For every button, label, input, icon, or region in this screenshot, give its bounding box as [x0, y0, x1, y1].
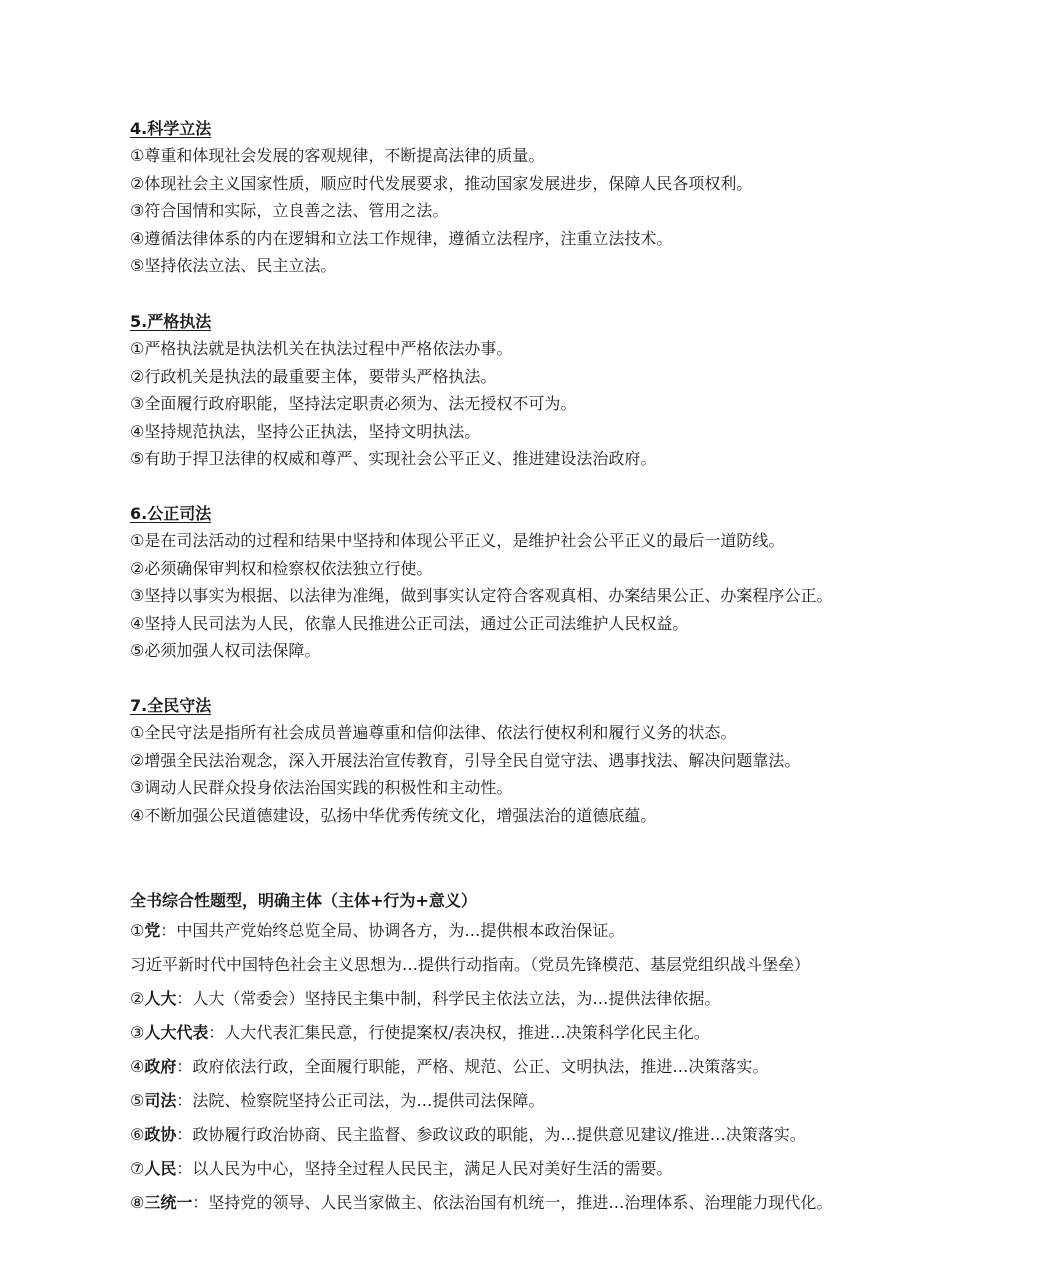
item-keyword: 人大代表 — [144, 1023, 209, 1042]
list-item: ③调动人民群众投身依法治国实践的积极性和主动性。 — [130, 778, 513, 797]
item-number: ⑥ — [130, 1125, 145, 1144]
summary-title: 全书综合性题型，明确主体（主体+行为+意义） — [130, 891, 477, 910]
item-keyword: 党 — [144, 921, 161, 940]
item-text: 习近平新时代中国特色社会主义思想为…提供行动指南。（党员先锋模范、基层党组织战斗堡垒） — [130, 955, 811, 974]
list-item: ②必须确保审判权和检察权依法独立行使。 — [130, 558, 433, 578]
list-item: ②行政机关是执法的最重要主体，要带头严格执法。 — [130, 366, 497, 386]
item-text: ：中国共产党始终总览全局、协调各方，为…提供根本政治保证。 — [160, 921, 625, 940]
section-title: 7.全民守法 — [130, 696, 212, 715]
section-title: 6.公正司法 — [130, 504, 212, 523]
item-number: ① — [130, 921, 145, 940]
list-item: ④不断加强公民道德建设，弘扬中华优秀传统文化，增强法治的道德底蕴。 — [130, 805, 657, 825]
section-fair-justice — [130, 500, 1010, 665]
list-item: ①尊重和体现社会发展的客观规律，不断提高法律的质量。 — [130, 146, 545, 165]
item-text: ：政府依法行政，全面履行职能，严格、规范、公正、文明执法，推进…决策落实。 — [176, 1057, 769, 1076]
summary-item-npc-deputies — [130, 1016, 1010, 1050]
item-text: ：法院、检察院坚持公正司法，为…提供司法保障。 — [176, 1091, 545, 1110]
item-keyword: 人民 — [144, 1159, 177, 1178]
list-item: ①是在司法活动的过程和结果中坚持和体现公平正义，是维护社会公平正义的最后一道防线。 — [130, 531, 785, 550]
item-text: ：坚持党的领导、人民当家做主、依法治国有机统一，推进…治理体系、治理能力现代化。 — [192, 1193, 833, 1212]
item-text: ：以人民为中心，坚持全过程人民民主，满足人民对美好生活的需要。 — [176, 1159, 673, 1178]
section-law-abiding — [130, 692, 1010, 829]
item-keyword: 三统一 — [144, 1193, 193, 1212]
item-keyword: 政府 — [144, 1057, 177, 1076]
section-strict-enforcement — [130, 308, 1010, 473]
item-keyword: 司法 — [144, 1091, 177, 1110]
item-text: ：政协履行政治协商、民主监督、参政议政的职能，为…提供意见建议/推进…决策落实。 — [176, 1125, 806, 1144]
list-item: ④坚持人民司法为人民，依靠人民推进公正司法，通过公正司法维护人民权益。 — [130, 613, 689, 633]
item-keyword: 政协 — [144, 1125, 177, 1144]
list-item: ⑤坚持依法立法、民主立法。 — [130, 256, 337, 275]
list-item: ①严格执法就是执法机关在执法过程中严格依法办事。 — [130, 339, 513, 358]
list-item: ②增强全民法治观念，深入开展法治宣传教育，引导全民自觉守法、遇事找法、解决问题靠法。 — [130, 750, 801, 770]
summary-item-people — [130, 1152, 1010, 1186]
summary-item-government — [130, 1050, 1010, 1084]
list-item: ④遵循法律体系的内在逻辑和立法工作规律，遵循立法程序，注重立法技术。 — [130, 228, 673, 248]
summary-item-judiciary — [130, 1084, 1010, 1118]
item-number: ③ — [130, 1023, 145, 1042]
list-item: ⑤有助于捍卫法律的权威和尊严、实现社会公平正义、推进建设法治政府。 — [130, 449, 657, 468]
section-title: 5.严格执法 — [130, 312, 212, 331]
item-text: ：人大（常委会）坚持民主集中制，科学民主依法立法，为…提供法律依据。 — [176, 989, 721, 1008]
summary-item-party — [130, 914, 1010, 948]
item-number: ② — [130, 989, 145, 1008]
item-keyword: 人大 — [144, 989, 177, 1008]
list-item: ④坚持规范执法，坚持公正执法，坚持文明执法。 — [130, 421, 481, 441]
list-item: ③符合国情和实际，立良善之法、管用之法。 — [130, 201, 449, 220]
list-item: ③坚持以事实为根据、以法律为准绳，做到事实认定符合客观真相、办案结果公正、办案程序公正。 — [130, 586, 833, 605]
list-item: ⑤必须加强人权司法保障。 — [130, 641, 321, 660]
item-number: ⑧ — [130, 1193, 145, 1212]
summary-item-three-unity — [130, 1186, 1010, 1220]
summary-item-npc — [130, 982, 1010, 1016]
list-item: ③全面履行政府职能，坚持法定职责必须为、法无授权不可为。 — [130, 394, 577, 413]
section-scientific-legislation — [130, 115, 1010, 280]
item-text: ：人大代表汇集民意，行使提案权/表决权，推进…决策科学化民主化。 — [208, 1023, 710, 1042]
item-number: ⑤ — [130, 1091, 145, 1110]
list-item: ①全民守法是指所有社会成员普遍尊重和信仰法律、依法行使权利和履行义务的状态。 — [130, 723, 737, 742]
item-number: ④ — [130, 1057, 145, 1076]
list-item: ②体现社会主义国家性质，顺应时代发展要求，推动国家发展进步，保障人民各项权利。 — [130, 173, 753, 193]
item-number: ⑦ — [130, 1159, 145, 1178]
summary-item-cppcc — [130, 1118, 1010, 1152]
section-title: 4.科学立法 — [130, 119, 212, 138]
summary-section — [130, 888, 1010, 1220]
summary-item-thought — [130, 948, 1010, 982]
